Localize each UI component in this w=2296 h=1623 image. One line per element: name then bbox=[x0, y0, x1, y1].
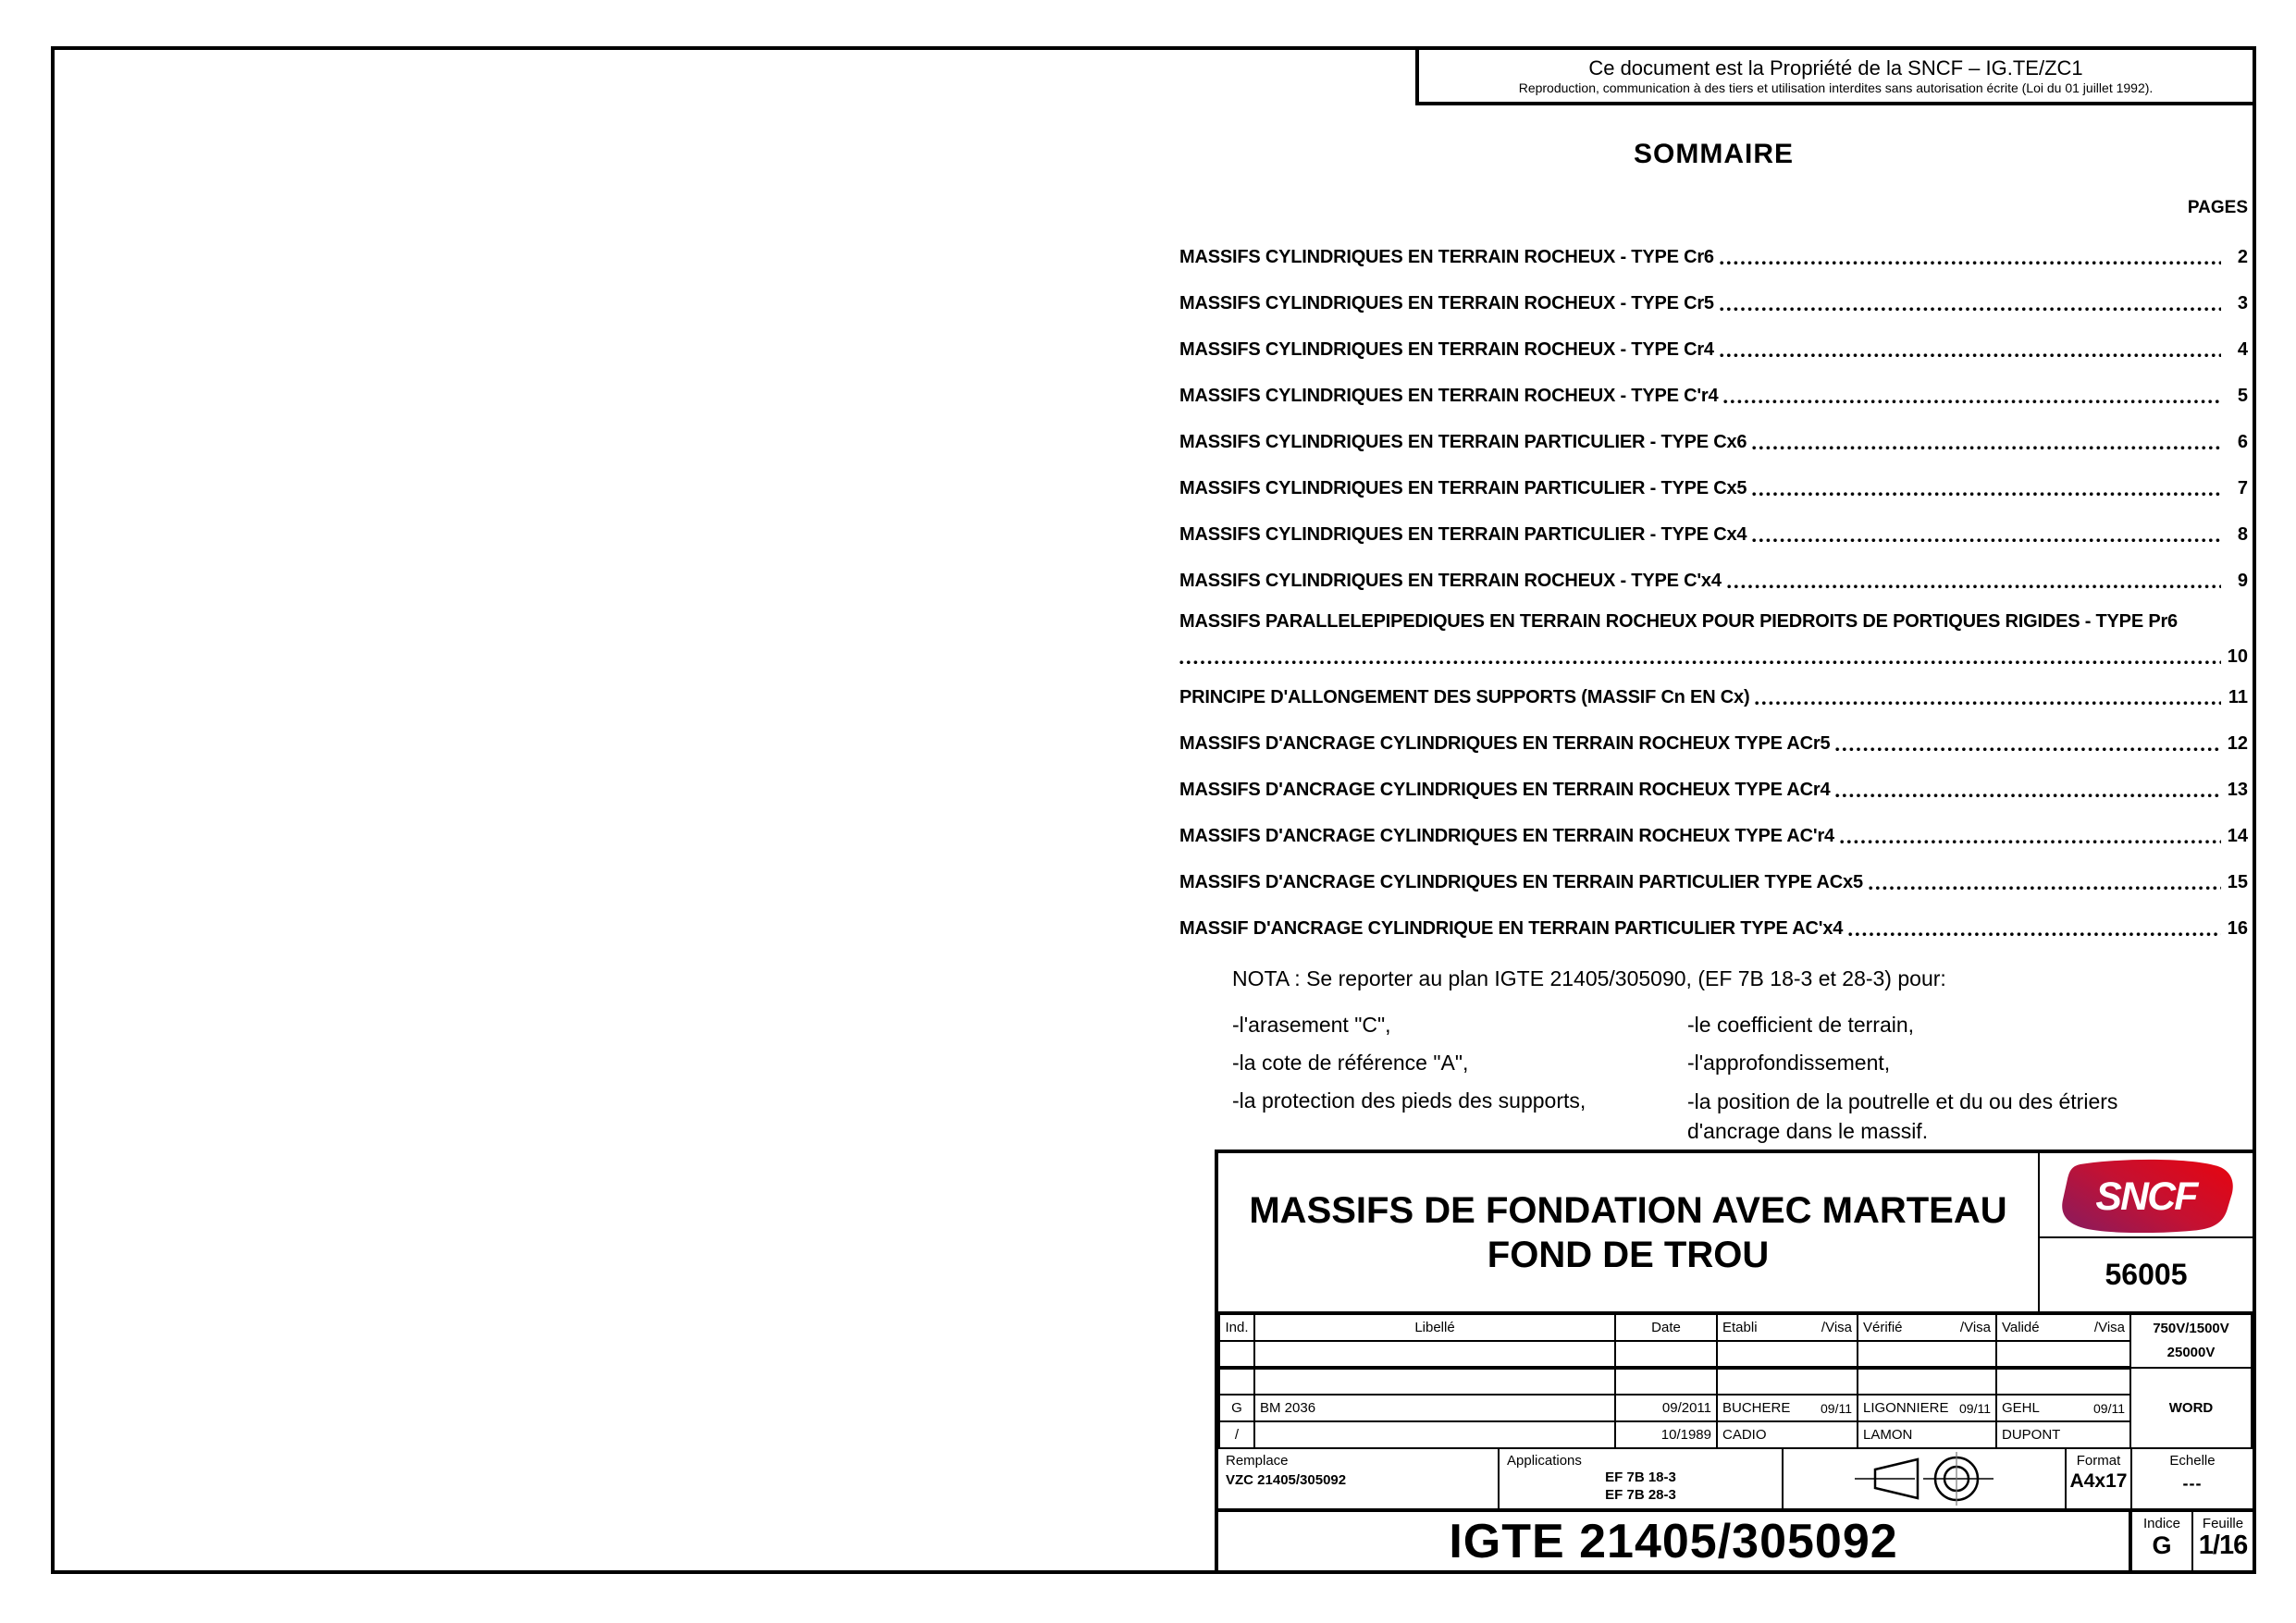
toc-leader-dots bbox=[1752, 446, 2221, 451]
toc-leader-dots bbox=[1720, 261, 2221, 266]
toc-entry-label: MASSIFS CYLINDRIQUES EN TERRAIN ROCHEUX - TYPE Cr4 bbox=[1179, 338, 1714, 360]
toc-leader-dots bbox=[1720, 353, 2221, 359]
toc-entry bbox=[1179, 419, 2248, 465]
remplace-value: VZC 21405/305092 bbox=[1226, 1472, 1347, 1488]
toc-entry-page: 7 bbox=[2237, 477, 2248, 498]
projection-symbol-cell bbox=[1784, 1449, 2067, 1508]
toc-leader-dots bbox=[1727, 584, 2221, 590]
toc-entry bbox=[1179, 326, 2248, 373]
header-etabli: Etabli /Visa bbox=[1717, 1314, 1858, 1341]
toc-entry-page: 2 bbox=[2237, 246, 2248, 267]
toc-leader-dots bbox=[1835, 793, 2221, 799]
toc-entry-page: 10 bbox=[2227, 646, 2248, 667]
property-notice-box bbox=[1415, 46, 2256, 105]
toc-entry-label: MASSIFS CYLINDRIQUES EN TERRAIN ROCHEUX - TYPE C'r4 bbox=[1179, 385, 1719, 406]
toc-entry bbox=[1179, 465, 2248, 511]
toc-leader-dots bbox=[1723, 400, 2221, 405]
header-verifie: Vérifié /Visa bbox=[1858, 1314, 1996, 1341]
toc-leader-dots bbox=[1755, 701, 2221, 707]
revision-row-slash: / 10/1989 CADIO LAMON DUPONT bbox=[1219, 1421, 2252, 1448]
toc-entry-page: 9 bbox=[2237, 570, 2248, 591]
echelle-cell bbox=[2132, 1449, 2253, 1508]
toc-leader-dots bbox=[1835, 747, 2221, 753]
drawing-title-line2: FOND DE TROU bbox=[1487, 1234, 1770, 1275]
toc-entry bbox=[1179, 558, 2248, 604]
toc-entry-label: MASSIFS CYLINDRIQUES EN TERRAIN ROCHEUX - TYPE Cr6 bbox=[1179, 246, 1714, 267]
toc-entry bbox=[1179, 234, 2248, 280]
format-label: Format bbox=[2076, 1453, 2121, 1469]
toc-leader-dots bbox=[1752, 538, 2221, 544]
toc-entry-label: MASSIFS PARALLELEPIPEDIQUES EN TERRAIN ROCHEUX POUR PIEDROITS DE PORTIQUES RIGIDES - TYPE Pr6 bbox=[1179, 610, 2178, 632]
nota-item: -la cote de référence "A", bbox=[1232, 1051, 1469, 1075]
first-angle-projection-icon bbox=[1845, 1450, 2003, 1507]
format-cell bbox=[2067, 1449, 2132, 1508]
toc-entry-label: MASSIFS D'ANCRAGE CYLINDRIQUES EN TERRAIN PARTICULIER TYPE ACx5 bbox=[1179, 871, 1863, 892]
title-block bbox=[1215, 1150, 2256, 1574]
header-libelle: Libellé bbox=[1254, 1314, 1615, 1341]
toc-entry-page: 6 bbox=[2237, 431, 2248, 452]
applications-value: EF 7B 18-3 bbox=[1605, 1469, 1676, 1485]
software-cell: WORD bbox=[2130, 1368, 2252, 1448]
toc-leader-dots bbox=[1752, 492, 2221, 498]
voltage-line2: 25000V bbox=[2166, 1345, 2216, 1360]
toc-entry bbox=[1179, 511, 2248, 558]
pages-column-label: PAGES bbox=[2187, 198, 2248, 217]
nota-block bbox=[1232, 964, 2254, 1146]
toc-leader-dots bbox=[1848, 932, 2221, 938]
toc-entry-page: 14 bbox=[2227, 825, 2248, 846]
applications-cell bbox=[1500, 1449, 1784, 1508]
toc-entry-page: 12 bbox=[2227, 732, 2248, 754]
nota-item: -le coefficient de terrain, bbox=[1687, 1013, 1915, 1037]
toc-entry-label: MASSIFS CYLINDRIQUES EN TERRAIN ROCHEUX - TYPE Cr5 bbox=[1179, 292, 1714, 314]
toc-leader-dots bbox=[1720, 307, 2221, 313]
applications-label: Applications bbox=[1507, 1453, 1582, 1469]
toc-entry-label: MASSIFS D'ANCRAGE CYLINDRIQUES EN TERRAIN ROCHEUX TYPE ACr4 bbox=[1179, 779, 1831, 800]
applications-value: EF 7B 28-3 bbox=[1605, 1487, 1676, 1503]
indice-label: Indice bbox=[2142, 1516, 2181, 1531]
header-date: Date bbox=[1615, 1314, 1717, 1341]
revision-row-g: G BM 2036 09/2011 BUCHERE 09/11 LIGONNIERE 09/11 GEHL 09/11 bbox=[1219, 1395, 2252, 1421]
echelle-label: Echelle bbox=[2169, 1453, 2216, 1469]
drawing-title-line1: MASSIFS DE FONDATION AVEC MARTEAU bbox=[1249, 1189, 2007, 1231]
feuille-value: 1/16 bbox=[2198, 1531, 2248, 1560]
sommaire-heading: SOMMAIRE bbox=[1634, 139, 1794, 169]
sncf-logo bbox=[2040, 1153, 2253, 1238]
echelle-value: --- bbox=[2182, 1474, 2203, 1493]
voltage-line1: 750V/1500V bbox=[2153, 1321, 2229, 1336]
applications-values bbox=[1507, 1469, 1774, 1504]
toc-entry-page: 3 bbox=[2237, 292, 2248, 314]
toc-entry-page: 16 bbox=[2227, 917, 2248, 939]
toc-entry-label: MASSIF D'ANCRAGE CYLINDRIQUE EN TERRAIN PARTICULIER TYPE AC'x4 bbox=[1179, 917, 1844, 939]
drawing-title bbox=[1218, 1153, 2040, 1311]
voltage-cell bbox=[2130, 1314, 2252, 1368]
nota-item: -l'approfondissement, bbox=[1687, 1051, 1891, 1075]
toc-entry-page: 5 bbox=[2237, 385, 2248, 406]
toc-entry bbox=[1179, 720, 2248, 767]
header-ind: Ind. bbox=[1219, 1314, 1254, 1341]
toc-entry-page: 15 bbox=[2227, 871, 2248, 892]
revision-table bbox=[1218, 1313, 2253, 1449]
toc-entry-page: 11 bbox=[2228, 686, 2248, 707]
nota-right-column bbox=[1687, 1006, 2205, 1146]
indice-cell bbox=[2132, 1512, 2193, 1570]
nota-item: -la protection des pieds des supports, bbox=[1232, 1088, 1586, 1113]
toc-entry bbox=[1179, 373, 2248, 419]
remplace-label: Remplace bbox=[1226, 1453, 1289, 1469]
toc-entry-label: MASSIFS CYLINDRIQUES EN TERRAIN PARTICULIER - TYPE Cx5 bbox=[1179, 477, 1747, 498]
toc-leader-dots bbox=[1869, 886, 2221, 891]
toc-entry bbox=[1179, 280, 2248, 326]
toc-entry-label: MASSIFS D'ANCRAGE CYLINDRIQUES EN TERRAIN ROCHEUX TYPE AC'r4 bbox=[1179, 825, 1834, 846]
toc-entry-label: MASSIFS CYLINDRIQUES EN TERRAIN PARTICULIER - TYPE Cx6 bbox=[1179, 431, 1747, 452]
toc-entry-label: PRINCIPE D'ALLONGEMENT DES SUPPORTS (MASSIF Cn EN Cx) bbox=[1179, 686, 1750, 707]
nota-left-column bbox=[1232, 1006, 1687, 1146]
toc-entry-label: MASSIFS D'ANCRAGE CYLINDRIQUES EN TERRAIN ROCHEUX TYPE ACr5 bbox=[1179, 732, 1831, 754]
toc-entry-page: 4 bbox=[2237, 338, 2248, 360]
toc-entry-page: 13 bbox=[2227, 779, 2248, 800]
toc-entry bbox=[1179, 859, 2248, 905]
revision-header-row bbox=[1219, 1314, 2252, 1341]
property-notice-subtitle: Reproduction, communication à des tiers et utilisation interdites sans autorisation écrite (Loi du 01 juillet 1992). bbox=[1518, 80, 2154, 95]
remplace-cell bbox=[1218, 1449, 1500, 1508]
toc-entry bbox=[1179, 674, 2248, 720]
format-value: A4x17 bbox=[2069, 1470, 2128, 1492]
feuille-cell bbox=[2193, 1512, 2253, 1570]
header-valide: Validé /Visa bbox=[1996, 1314, 2130, 1341]
sncf-logo-icon bbox=[2054, 1157, 2239, 1233]
toc-entry bbox=[1179, 604, 2248, 674]
toc-entry-page: 8 bbox=[2237, 523, 2248, 545]
toc-leader-dots bbox=[1179, 660, 2221, 666]
toc-entry bbox=[1179, 813, 2248, 859]
revision-empty-row bbox=[1219, 1341, 2252, 1368]
doc-number: 56005 bbox=[2105, 1258, 2188, 1291]
nota-item: -l'arasement "C", bbox=[1232, 1013, 1391, 1037]
feuille-label: Feuille bbox=[2202, 1516, 2244, 1531]
toc-entry bbox=[1179, 767, 2248, 813]
toc-leader-dots bbox=[1840, 840, 2221, 845]
toc-list bbox=[1179, 234, 2248, 952]
svg-text:SNCF: SNCF bbox=[2095, 1174, 2197, 1220]
nota-item: -la position de la poutrelle et du ou des étriers d'ancrage dans le massif. bbox=[1687, 1089, 2118, 1143]
toc-entry-label: MASSIFS CYLINDRIQUES EN TERRAIN PARTICULIER - TYPE Cx4 bbox=[1179, 523, 1747, 545]
doc-reference: IGTE 21405/305092 bbox=[1218, 1512, 2132, 1570]
revision-empty-row bbox=[1219, 1368, 2252, 1395]
toc-entry-label: MASSIFS CYLINDRIQUES EN TERRAIN ROCHEUX - TYPE C'x4 bbox=[1179, 570, 1722, 591]
nota-intro: NOTA : Se reporter au plan IGTE 21405/305090, (EF 7B 18-3 et 28-3) pour: bbox=[1232, 966, 1946, 990]
toc-entry bbox=[1179, 905, 2248, 952]
property-notice-title: Ce document est la Propriété de la SNCF – IG.TE/ZC1 bbox=[1588, 55, 2083, 80]
indice-value: G bbox=[2152, 1531, 2172, 1559]
